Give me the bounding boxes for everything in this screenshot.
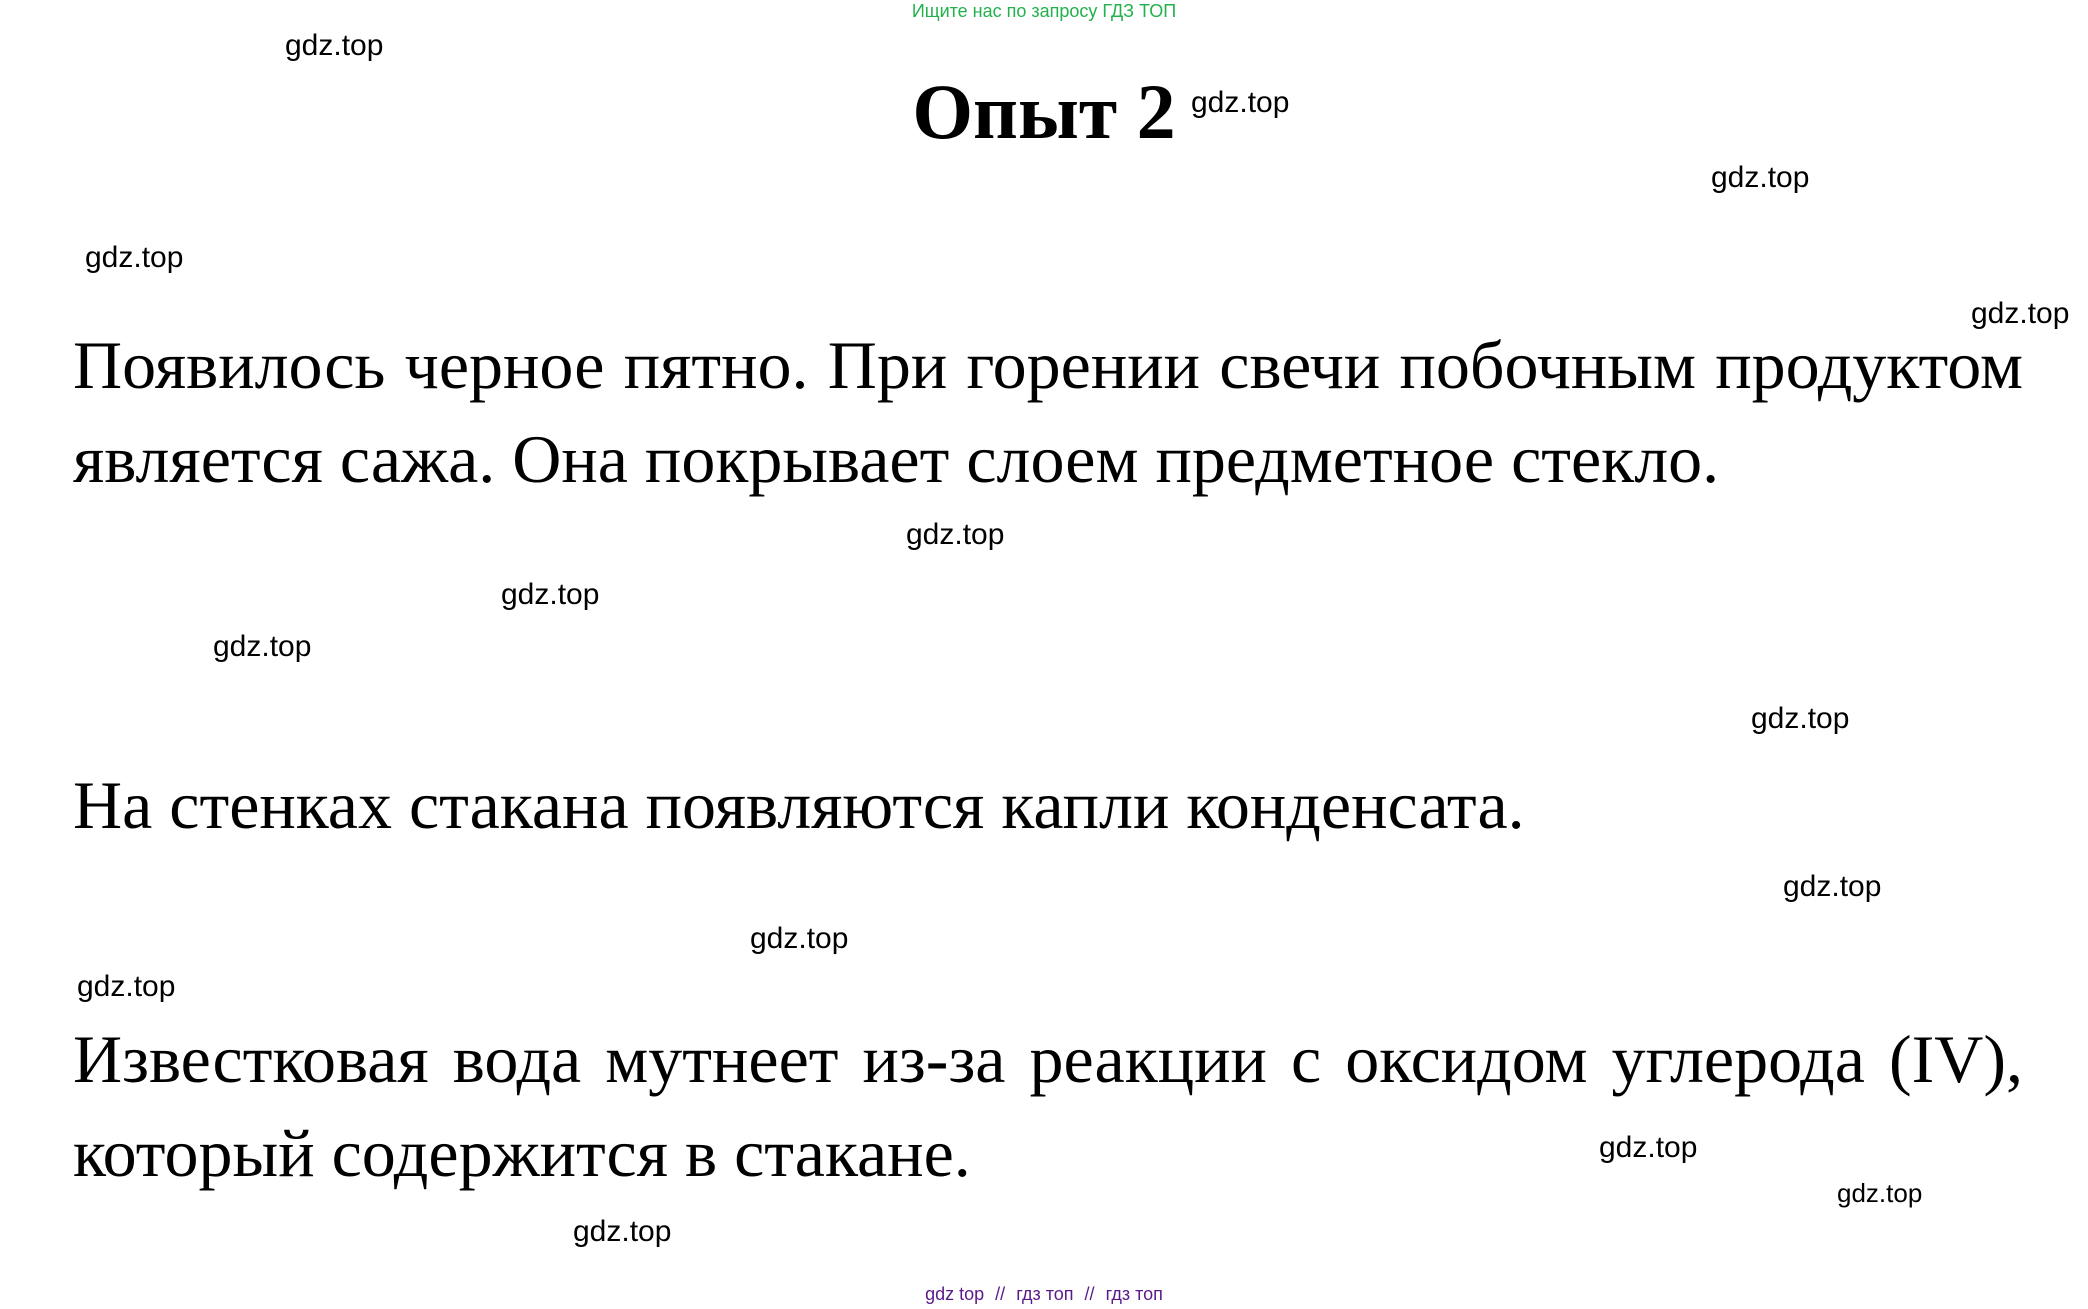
watermark: gdz.top xyxy=(85,241,184,274)
watermark: gdz.top xyxy=(285,29,384,62)
answer-paragraph-3: Известковая вода мутнеет из-за реакции с оксидом углерода (IV), который содержится в стакане. xyxy=(73,1021,2023,1191)
watermark: gdz.top xyxy=(1971,297,2070,330)
watermark: gdz.top xyxy=(1837,1178,1923,1208)
answer-paragraph-1: Появилось черное пятно. При горении свечи побочным продуктом является сажа. Она покрывает слоем предметное стекло. xyxy=(73,327,2023,497)
top-banner: Ищите нас по запросу ГДЗ ТОП xyxy=(911,1,1177,21)
watermark: gdz.top xyxy=(1751,702,1850,735)
watermark: gdz.top xyxy=(750,922,849,955)
page-title: Опыт 2 xyxy=(912,68,1176,155)
footer-link[interactable]: гдз топ xyxy=(1105,1284,1163,1304)
watermark: gdz.top xyxy=(1783,870,1882,903)
watermark: gdz.top xyxy=(573,1215,672,1248)
footer-link[interactable]: гдз топ xyxy=(1016,1284,1074,1304)
footer-link[interactable]: gdz top xyxy=(925,1284,985,1304)
footer-separator: // xyxy=(1084,1284,1095,1304)
footer-links xyxy=(0,1283,2088,1305)
watermark: gdz.top xyxy=(1191,86,1290,119)
footer-separator: // xyxy=(995,1284,1006,1304)
watermark: gdz.top xyxy=(501,578,600,611)
watermark: gdz.top xyxy=(906,518,1005,551)
watermark: gdz.top xyxy=(1599,1131,1698,1164)
watermark: gdz.top xyxy=(1711,161,1810,194)
watermark: gdz.top xyxy=(77,970,176,1003)
answer-paragraph-2: На стенках стакана появляются капли конденсата. xyxy=(73,767,1525,843)
watermark: gdz.top xyxy=(213,630,312,663)
